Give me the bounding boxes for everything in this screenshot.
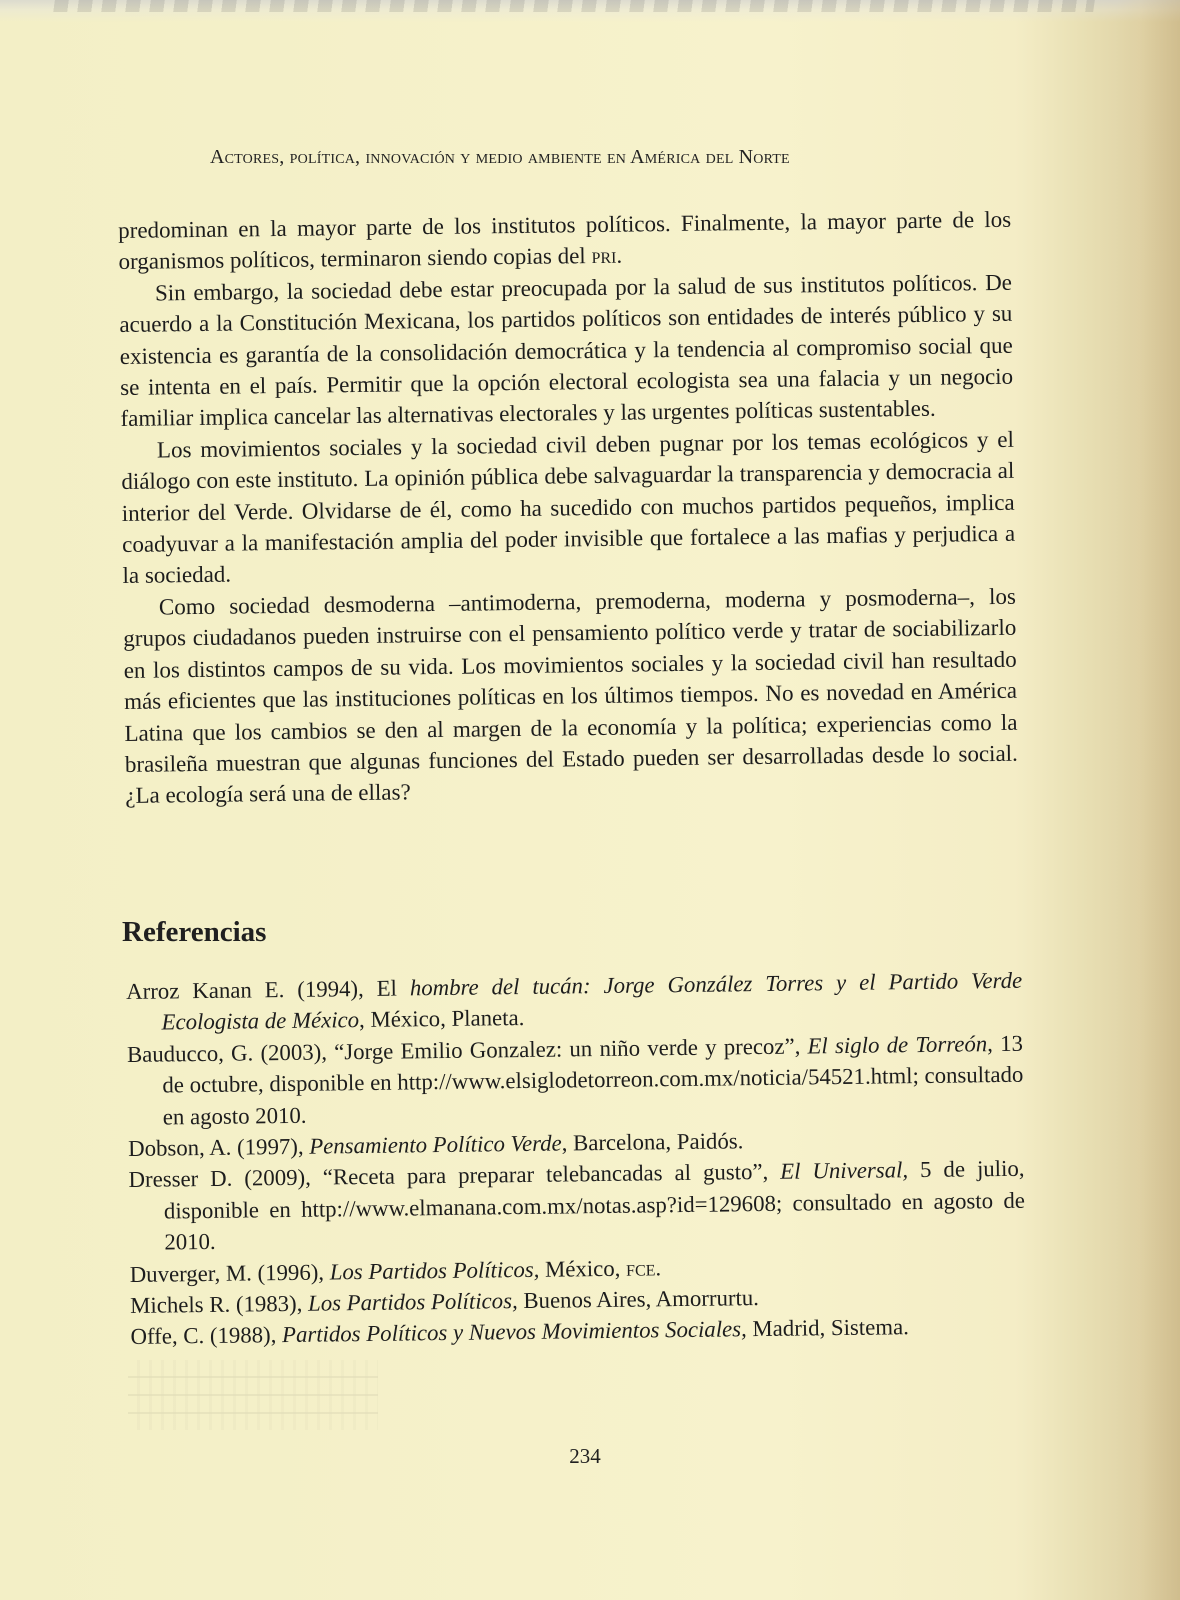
reference-item <box>128 1153 1025 1258</box>
pri-abbreviation: pri <box>591 243 617 269</box>
reference-text: México, <box>539 1255 627 1282</box>
reference-text: Duverger, M. (1996), <box>129 1259 330 1287</box>
reference-text: Dresser D. (2009), “Receta para preparar telebancadas al gusto”, <box>128 1159 781 1193</box>
running-header: Actores, política, innovación y medio ambiente en América del Norte <box>210 146 790 168</box>
references-list <box>126 965 1027 1353</box>
reference-text: Dobson, A. (1997), <box>128 1133 310 1162</box>
reference-text: Buenos Aires, Amorrurtu. <box>517 1285 760 1314</box>
main-text <box>118 204 1018 812</box>
paragraph-1-text-a: predominan en la mayor parte de los institutos políticos. Finalmente, la mayor parte de los organismos políticos, terminaron siendo copias del <box>118 206 1012 275</box>
reference-title: El Universal, <box>780 1157 909 1185</box>
reference-title: Los Partidos Políticos, <box>307 1288 518 1316</box>
fce-abbreviation: fce <box>625 1255 656 1281</box>
back-page-bleedthrough <box>128 1360 378 1430</box>
reference-text: . <box>655 1254 662 1281</box>
references-heading: Referencias <box>122 916 267 948</box>
reference-item <box>126 965 1023 1039</box>
paragraph-2: Sin embargo, la sociedad debe estar preocupada por la salud de sus institutos políticos. De acuerdo a la Constitución Mexicana, los partidos políticos son entidades de interés público y su existencia es garantía de la consolidación democrática y la tendencia al compromiso social que se intenta en el país. Permitir que la opción electoral ecologista sea una falacia y un negocio familiar implica cancelar las alternativas electorales y las urgentes políticas sustentables. <box>119 269 1014 432</box>
reference-text: Arroz Kanan E. (1994), El <box>126 975 411 1004</box>
reference-title: El siglo de Torreón <box>807 1030 988 1059</box>
reference-text: Offe, C. (1988), <box>130 1322 283 1350</box>
reference-text: 5 de julio, disponible en http://www.elmanana.com.mx/notas.asp?id=129608; consultado en agosto de 2010. <box>163 1156 1026 1255</box>
paragraph-3: Los movimientos sociales y la sociedad civil deben pugnar por los temas ecológicos y el diálogo con este instituto. La opinión pública debe salvaguardar la transparencia y democracia al interior del Verde. Olvidarse de él, como ha sucedido con muchos partidos pequeños, implica coadyuvar a la manifestación amplia del poder invisible que fortalece a las mafias y perjudica a la sociedad. <box>121 426 1016 589</box>
reference-item <box>127 1028 1024 1133</box>
reference-title: hombre del tucán: Jorge González Torres y el Partido Verde Ecologista de México <box>161 967 1023 1035</box>
reference-text: Madrid, Sistema. <box>746 1314 910 1342</box>
reference-text: , México, Planeta. <box>358 1005 525 1033</box>
reference-text: Michels R. (1983), <box>129 1290 309 1319</box>
paragraph-1 <box>118 204 1012 278</box>
reference-text: , Barcelona, Paidós. <box>561 1128 744 1156</box>
reference-title: Los Partidos Políticos, <box>329 1256 540 1285</box>
page-number: 234 <box>569 1444 601 1468</box>
reference-title: Partidos Políticos y Nuevos Movimientos Sociales, <box>281 1316 747 1348</box>
paragraph-1-text-c: . <box>616 243 623 269</box>
reference-text: , 13 de octubre, disponible en http://www.elsiglodetorreon.com.mx/noticia/54521.html; consultado en agosto 2010. <box>162 1030 1024 1130</box>
reference-title: Pensamiento Político Verde <box>309 1130 562 1159</box>
paragraph-4: Como sociedad desmoderna –antimoderna, premoderna, moderna y posmoderna–, los grupos ciudadanos pueden instruirse con el pensamiento político verde y tratar de sociabilizarlo en los distintos campos de su vida. Los movimientos sociales y la sociedad civil han resultado más eficientes que las instituciones políticas en los últimos tiempos. No es novedad en América Latina que los cambios se den al margen de la economía y la política; experiencias como la brasileña muestran que algunas funciones del Estado pueden ser desarrolladas desde lo social. ¿La ecología será una de ellas? <box>123 583 1018 809</box>
top-bleedthrough <box>53 0 1095 12</box>
reference-text: Bauducco, G. (2003), “Jorge Emilio Gonzalez: un niño verde y precoz”, <box>126 1033 808 1067</box>
